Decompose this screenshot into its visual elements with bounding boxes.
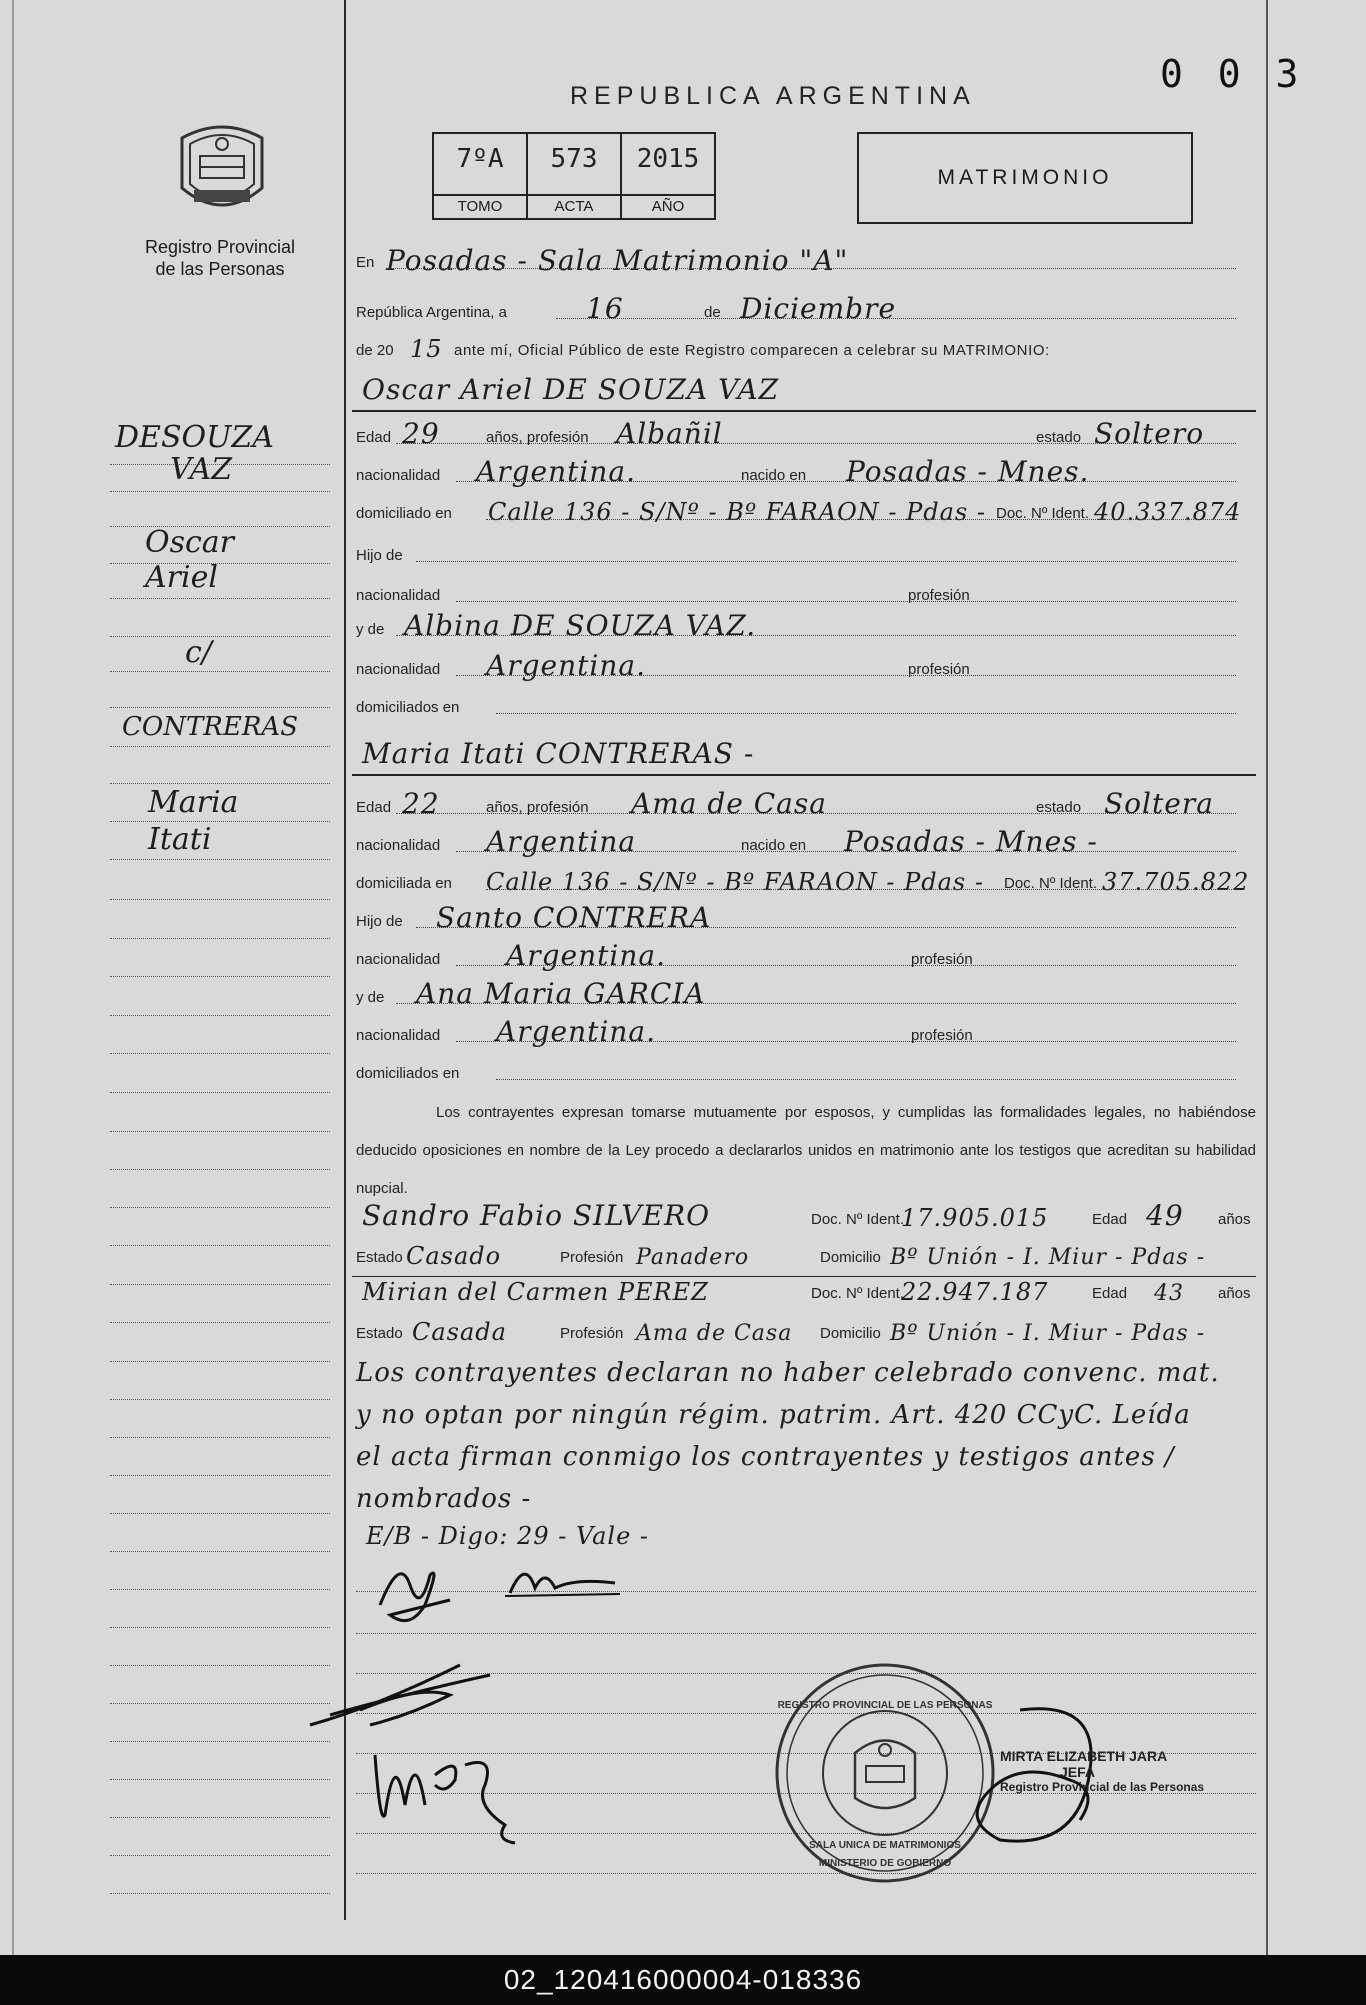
bride-birthplace: Posadas - Mnes - [844,825,1098,858]
bride-address-row: domiciliada en Calle 136 - S/Nº - Bº FARAON - Pdas - Doc. Nº Ident. 37.705.822 [356,868,1250,896]
bride-father-nat-row: nacionalidad Argentina. profesión [356,942,1256,972]
document-number: 0 0 3 [1160,52,1305,96]
acta-cell [528,134,622,218]
right-border [1266,0,1268,1955]
witness1-address: Bº Unión - I. Miur - Pdas - [890,1245,1206,1270]
margin-surname-bride: CONTRERAS [122,712,299,742]
acta-value: 573 [550,144,598,174]
groom-address: Calle 136 - S/Nº - Bº FARAON - Pdas - [488,498,986,526]
bride-nationality-row: nacionalidad Argentina nacido en Posadas - Mnes - [356,828,1256,858]
seal-bottom-text: MINISTERIO DE GOBIERNO [818,1858,952,1869]
note-line [356,1476,1256,1514]
bride-father-nationality: Argentina. [506,939,666,972]
margin-given-groom: Oscar [145,525,235,560]
groom-birthplace: Posadas - Mnes. [846,455,1090,488]
bride-profession: Ama de Casa [631,787,827,820]
groom-status: Soltero [1094,417,1205,450]
republica-label: República Argentina, a [356,304,507,321]
bride-nationality: Argentina [486,825,637,858]
note-line [356,1512,1256,1550]
bride-mother-nationality: Argentina. [496,1015,656,1048]
witness1-age: 49 [1146,1199,1184,1232]
groom-father-nat-row: nacionalidad profesión [356,578,1256,608]
tomo-label: TOMO [434,194,526,218]
de-label: de [704,304,721,321]
registry-line-2: de las Personas [155,259,285,279]
witness1-status: Casado [406,1242,502,1270]
signature-bride-icon [505,1548,625,1608]
bride-name-row [356,732,1256,770]
scan-id-footer: 02_120416000004-018336 [0,1955,1366,2005]
tomo-cell [434,134,528,218]
note-line [356,1434,1256,1472]
witness1-doc: 17.905.015 [901,1204,1049,1232]
witness2-name-row: Mirian del Carmen PEREZ Doc. Nº Ident. 22.947.187 Edad 43 años [362,1278,1251,1306]
witness2-doc: 22.947.187 [901,1278,1049,1306]
official-registry: Registro Provincial de las Personas [1000,1780,1205,1794]
witness2-profession: Ama de Casa [636,1321,793,1346]
groom-age-row: Edad 29 años, profesión Albañil estado Soltero [356,420,1256,450]
bride-status: Soltera [1104,787,1214,820]
witness2-status: Casada [412,1318,507,1346]
signature-witness1-icon [300,1655,500,1735]
groom-mother-nationality: Argentina. [486,649,646,682]
day-value: 16 [586,292,624,325]
groom-mother-nat-row: nacionalidad Argentina. profesión [356,652,1256,682]
seal-outer-text: REGISTRO PROVINCIAL DE LAS PERSONAS [777,1700,993,1711]
seal-inner-text: SALA UNICA DE MATRIMONIOS [809,1840,961,1851]
bride-age: 22 [402,787,440,820]
note-text: el acta firman conmigo los contrayentes y testigos antes / [356,1442,1175,1472]
groom-name-row [356,370,1256,406]
groom-profession: Albañil [616,417,723,450]
bride-age-row: Edad 22 años, profesión Ama de Casa estado Soltera [356,790,1256,820]
bride-full-name: Maria Itati CONTRERAS - [362,737,755,770]
groom-mother: Albina DE SOUZA VAZ. [404,609,757,642]
anio-value: 2015 [636,144,700,174]
witness2-name: Mirian del Carmen PEREZ [362,1278,709,1306]
date-row [356,292,1256,325]
bride-residence-row: domiciliados en [356,1056,1256,1086]
note-line [356,1392,1256,1430]
margin-conjunction: c/ [185,635,212,670]
witness1-name: Sandro Fabio SILVERO [362,1199,711,1232]
witness1-details-row: Estado Casado Profesión Panadero Domicilio Bº Unión - I. Miur - Pdas - [356,1242,1206,1270]
groom-address-row: domiciliado en Calle 136 - S/Nº - Bº FARAON - Pdas - Doc. Nº Ident. 40.337.874 [356,498,1242,526]
year-suffix: 15 [410,335,443,363]
province-seal-icon [172,118,272,222]
note-text: E/B - Digo: 29 - Vale - [366,1522,650,1550]
bride-doc: 37.705.822 [1102,868,1250,896]
note-line [356,1350,1256,1388]
binding-edge [12,0,14,1955]
groom-father-row: Hijo de [356,538,1256,568]
margin-divider [344,0,346,1920]
groom-doc: 40.337.874 [1094,498,1242,526]
bride-mother: Ana Maria GARCIA [416,977,706,1010]
witness1-name-row: Sandro Fabio SILVERO Doc. Nº Ident. 17.905.015 Edad 49 años [362,1199,1251,1232]
signature-groom-icon [370,1545,460,1635]
act-type-box: MATRIMONIO [857,132,1193,224]
margin-given-groom-2: Ariel [145,560,218,595]
witness1-profession: Panadero [636,1245,750,1270]
registry-line-1: Registro Provincial [144,237,296,257]
groom-residence-row: domiciliados en [356,690,1256,720]
groom-mother-row: y de Albina DE SOUZA VAZ. [356,612,1256,642]
anio-cell [622,134,714,218]
intro-text: ante mí, Oficial Público de este Registro comparecen a celebrar su MATRIMONIO: [454,342,1050,359]
margin-surname-groom: DESOUZA [115,420,274,455]
bride-father: Santo CONTRERA [436,901,712,934]
official-name: MIRTA ELIZABETH JARA [1000,1748,1168,1764]
note-text: nombrados - [356,1484,532,1514]
signature-witness2-icon [365,1735,545,1845]
bride-address: Calle 136 - S/Nº - Bº FARAON - Pdas - [486,868,984,896]
groom-nationality-row: nacionalidad Argentina. nacido en Posadas - Mnes. [356,458,1256,488]
margin-surname-groom-2: VAZ [170,452,233,487]
month-value: Diciembre [740,292,897,325]
acta-label: ACTA [528,194,620,218]
year-prefix: de 20 [356,342,394,359]
groom-nationality: Argentina. [476,455,636,488]
bride-father-row: Hijo de Santo CONTRERA [356,904,1256,934]
declaration-text: Los contrayentes expresan tomarse mutuamente por esposos, y cumplidas las formalidades legales, no habiéndose deducido oposiciones en nombre de la Ley procedo a declararlos unidos en matrimonio ante los testigos que acreditan su habilidad nupcial. [356,1104,1256,1197]
registry-label [110,236,330,280]
official-block [1000,1748,1240,1794]
note-text: Los contrayentes declaran no haber celebrado convenc. mat. [356,1358,1220,1388]
official-title: JEFA [1060,1764,1096,1780]
en-label: En [356,254,375,271]
place-value: Posadas - Sala Matrimonio "A" [386,244,849,277]
witness2-address: Bº Unión - I. Miur - Pdas - [890,1321,1206,1346]
margin-given-bride-2: Itati [148,822,212,857]
country-heading: REPUBLICA ARGENTINA [570,82,976,110]
margin-given-bride: Maria [148,785,239,820]
note-text: y no optan por ningún régim. patrim. Art. 420 CCyC. Leída [356,1400,1191,1430]
groom-age: 29 [402,417,440,450]
witness2-age: 43 [1154,1281,1184,1306]
groom-full-name: Oscar Ariel DE SOUZA VAZ [362,373,780,406]
register-boxes [432,132,716,220]
bride-mother-nat-row: nacionalidad Argentina. profesión [356,1018,1256,1048]
intro-row [356,333,1256,363]
witness2-details-row: Estado Casada Profesión Ama de Casa Domicilio Bº Unión - I. Miur - Pdas - [356,1318,1206,1346]
tomo-value: 7ºA [456,144,504,174]
place-row [356,245,1256,275]
bride-mother-row: y de Ana Maria GARCIA [356,980,1256,1010]
anio-label: AÑO [622,194,714,218]
